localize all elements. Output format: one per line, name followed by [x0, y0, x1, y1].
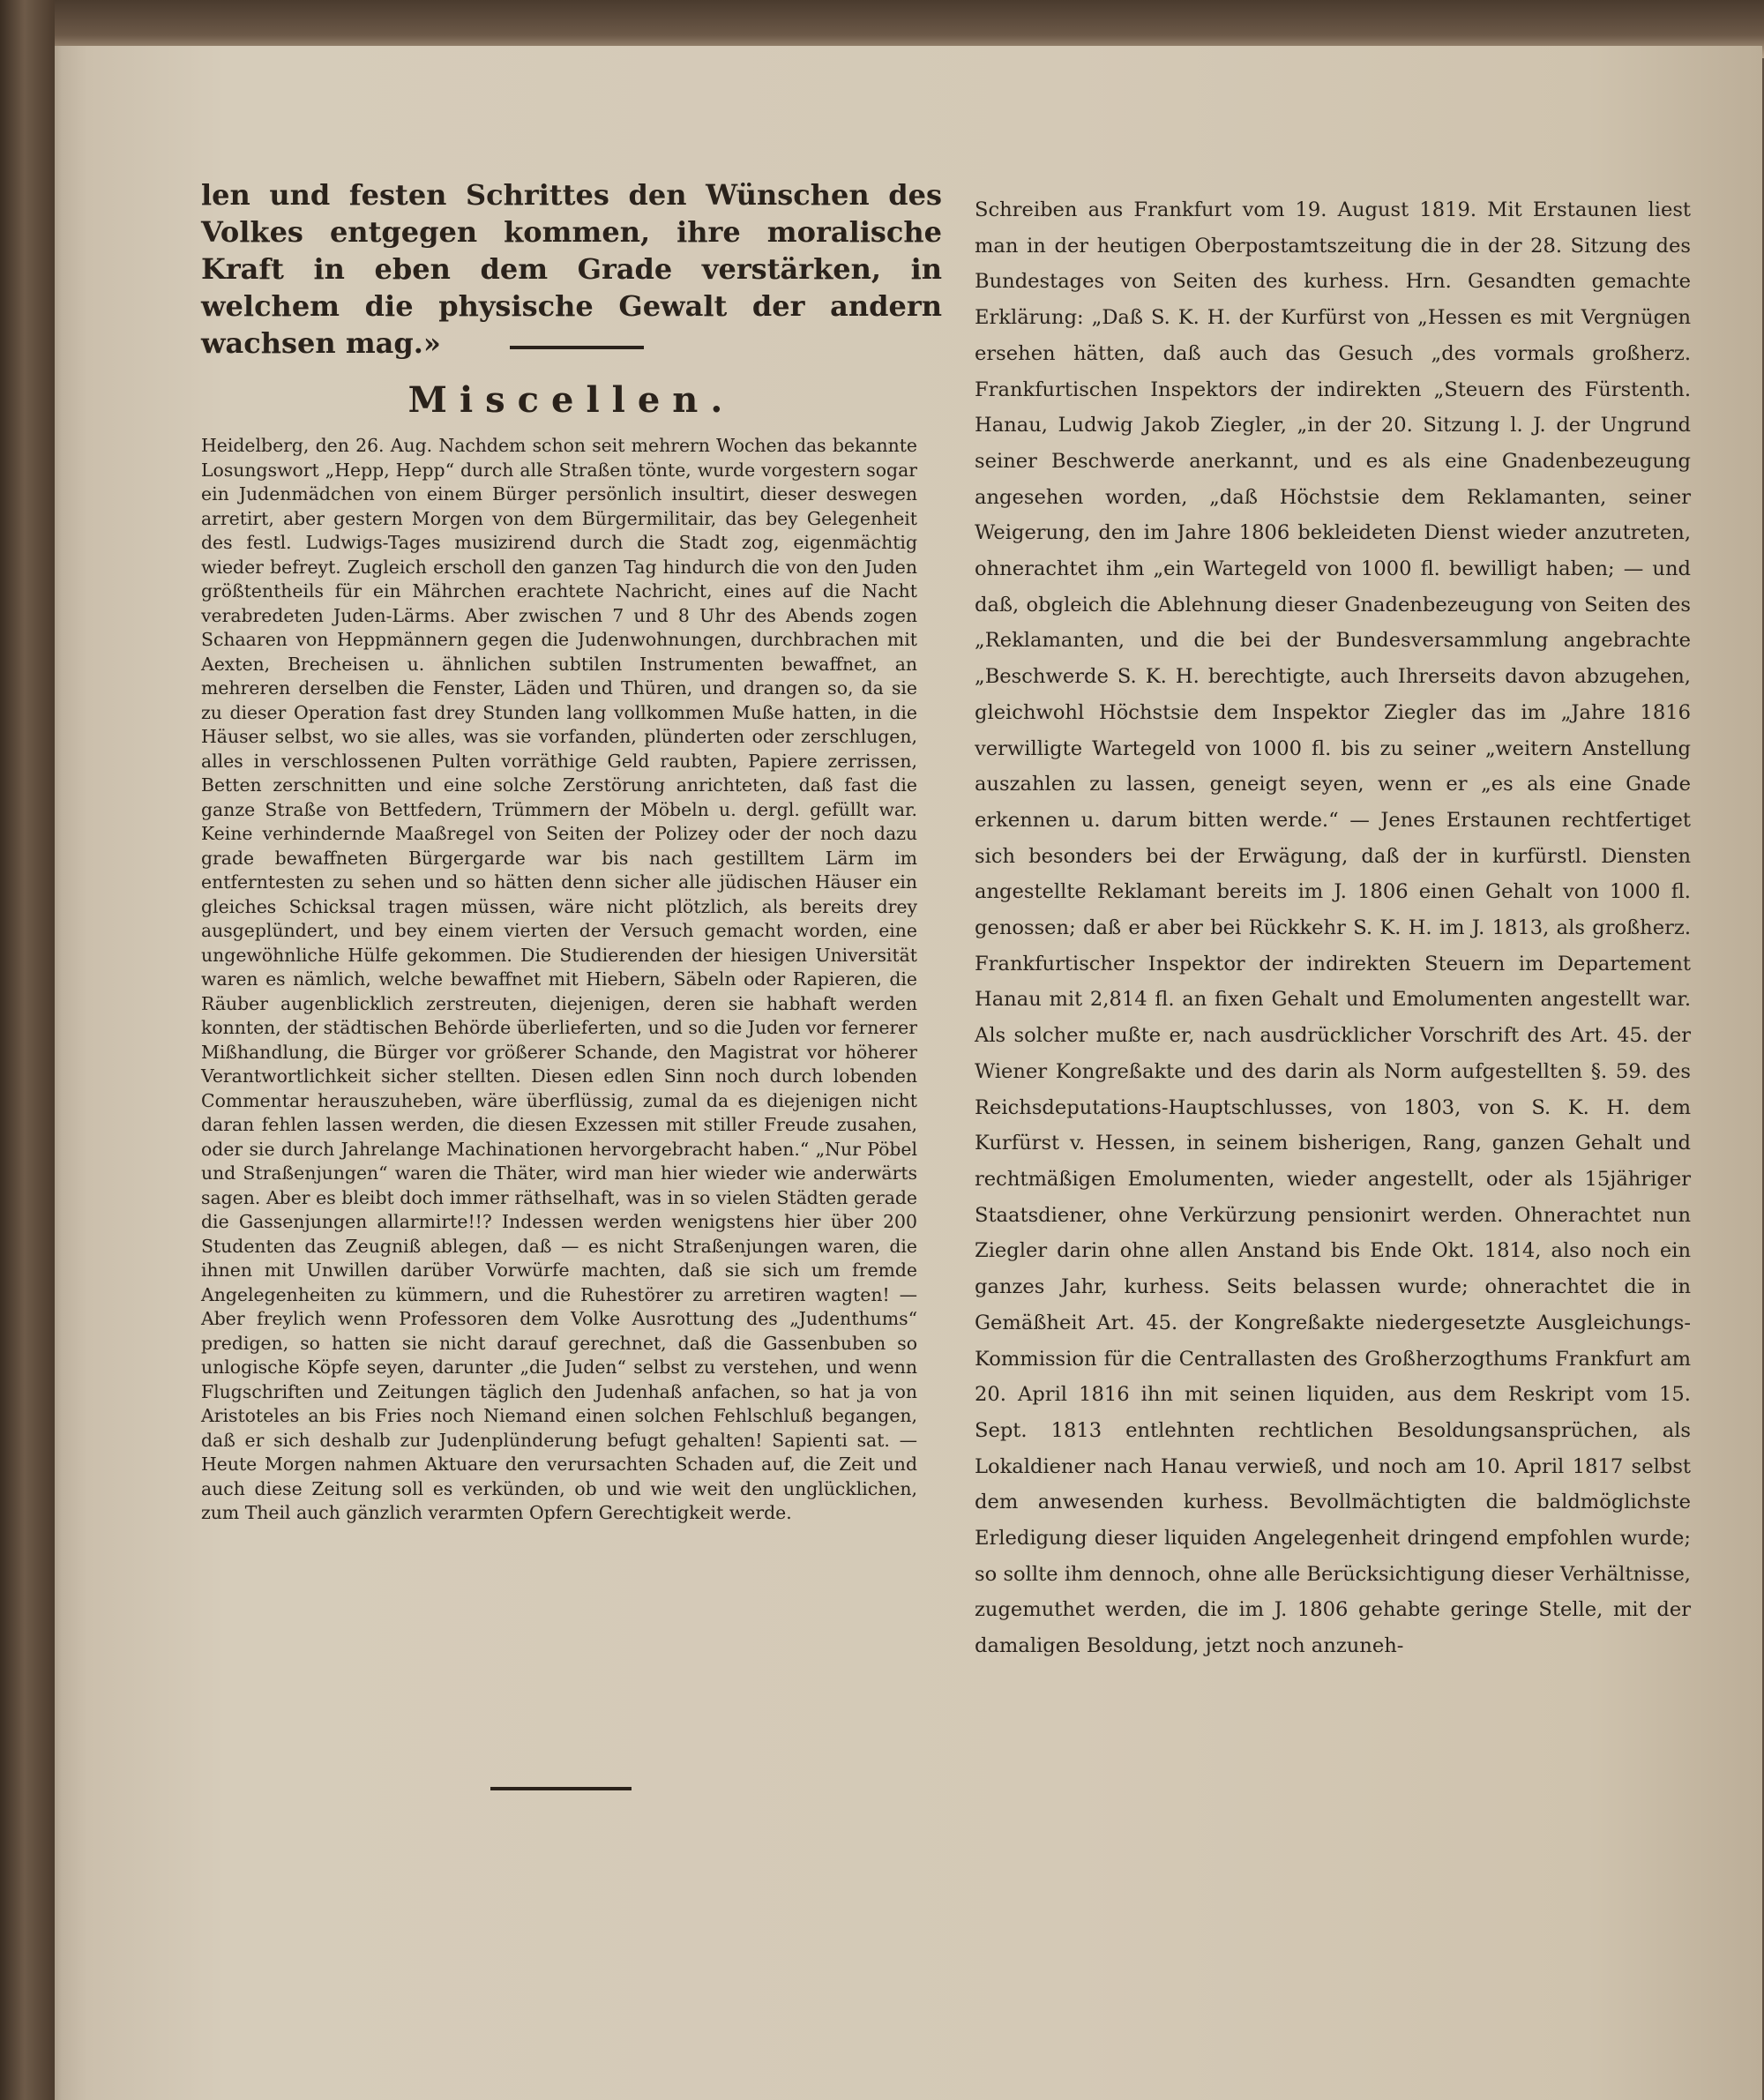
section-divider-rule	[510, 346, 644, 349]
bleed-through-show-through	[975, 123, 1742, 203]
frankfurt-article-text: Schreiben aus Frankfurt vom 19. August 1819. Mit Erstaunen liest man in der heutigen Oberpostamtszeitung die in der 28. Sitzung des Bundestages von Seiten des kurhess. Hrn. Gesandten gemachte Erklärung: „Daß S. K. H. der Kurfürst von „Hessen es mit Vergnügen ersehen hätten, daß auch das Gesuch „des vormals großherz. Frankfurtischen Inspektors der indirekten „Steuern des Fürstenth. Hanau, Ludwig Jakob Ziegler, „in der 20. Sitzung l. J. der Ungrund seiner Beschwerde anerkannt, und es als eine Gnadenbezeugung angesehen worden, „daß Höchstsie dem Reklamanten, seiner Weigerung, den im Jahre 1806 bekleideten Dienst wieder anzutreten, ohnerachtet ihm „ein Wartegeld von 1000 fl. bewilligt haben; — und daß, obgleich die Ablehnung dieser Gnadenbezeugung von Seiten des „Reklamanten, und die bei der Bundesversammlung angebrachte „Beschwerde S. K. H. berechtigte, auch Ihrerseits davon abzugehen, gleichwohl Höchstsie dem Inspektor Ziegler das im „Jahre 1816 verwilligte Wartegeld von 1000 fl. bis zu seiner „weitern Anstellung auszahlen zu lassen, geneigt seyen, wenn er „es als eine Gnade erkennen u. darum bitten werde.“ — Jenes Erstaunen rechtfertiget sich besonders bei der Erwägung, daß der in kurfürstl. Diensten angestellte Reklamant bereits im J. 1806 einen Gehalt von 1000 fl. genossen; daß er aber bei Rückkehr S. K. H. im J. 1813, als großherz. Frankfurtischer Inspektor der indirekten Steuern im Departement Hanau mit 2,814 fl. an fixen Gehalt und Emolumenten angestellt war. Als solcher mußte er, nach ausdrücklicher Vorschrift des Art. 45. der Wiener Kongreßakte und des darin als Norm aufgestellten §. 59. des Reichsdeputations-Hauptschlusses, von 1803, von S. K. H. dem Kurfürst v. Hessen, in seinem bisherigen, Rang, ganzen Gehalt und rechtmäßigen Emolumenten, wieder angestellt, oder als 15jähriger Staatsdiener, ohne Verkürzung pensionirt werden. Ohnerachtet nun Ziegler darin ohne allen Anstand bis Ende Okt. 1814, also noch ein ganzes Jahr, kurhess. Seits belassen wurde; ohnerachtet die in Gemäßheit Art. 45. der Kongreßakte niedergesetzte Ausgleichungs-Kommission für die Centrallasten des Großherzogthums Frankfurt am 20. April 1816 ihn mit seinen liquiden, aus dem Reskript vom 15. Sept. 1813 entlehnten rechtlichen Besoldungsansprüchen, als Lokaldiener nach Hanau verwieß, und noch am 10. April 1817 selbst dem anwesenden kurhess. Bevollmächtigten die baldmöglichste Erledigung dieser liquiden Angelegenheit dringend empfohlen wurde; so sollte ihm dennoch, ohne alle Berücksichtigung dieser Verhältnisse, zugemuthet werden, die im J. 1806 gehabte geringe Stelle, mit der damaligen Besoldung, jetzt noch anzuneh-	[975, 198, 1691, 1658]
left-column	[201, 176, 942, 362]
section-heading: Miscellen.	[407, 379, 736, 421]
end-of-article-rule	[490, 1787, 632, 1790]
closing-quote-paragraph: len und festen Schrittes den Wünschen des Volkes entgegen kommen, ihre moralische Kraft in eben dem Grade verstärken, in welchem die physische Gewalt der andern wachsen mag.»	[201, 178, 942, 360]
book-binding	[0, 0, 55, 2100]
right-column	[975, 192, 1691, 1664]
heidelberg-article-text: Heidelberg, den 26. Aug. Nachdem schon seit mehrern Wochen das bekannte Losungswort „Hepp, Hepp“ durch alle Straßen tönte, wurde vorgestern sogar ein Judenmädchen von einem Bürger persönlich insultirt, dieser deswegen arretirt, aber gestern Morgen von dem Bürgermilitair, das bey Gelegenheit des festl. Ludwigs-Tages musizirend durch die Stadt zog, eigenmächtig wieder befreyt. Zugleich erscholl den ganzen Tag hindurch die von den Juden größtentheils für ein Mährchen erachtete Nachricht, eines auf die Nacht verabredeten Juden-Lärms. Aber zwischen 7 und 8 Uhr des Abends zogen Schaaren von Heppmännern gegen die Judenwohnungen, durchbrachen mit Aexten, Brecheisen u. ähnlichen subtilen Instrumenten bewaffnet, an mehreren derselben die Fenster, Läden und Thüren, und drangen so, da sie zu dieser Operation fast drey Stunden lang vollkommen Muße hatten, in die Häuser selbst, wo sie alles, was sie vorfanden, plünderten oder zerschlugen, alles in verschlossenen Pulten vorräthige Geld raubten, Papiere zerrissen, Betten zerschnitten und eine solche Zerstörung anrichteten, daß fast die ganze Straße von Bettfedern, Trümmern der Möbeln u. dergl. gefüllt war. Keine verhindernde Maaßregel von Seiten der Polizey oder der noch dazu grade bewaffneten Bürgergarde war bis nach gestilltem Lärm im entferntesten zu sehen und so hätten denn sicher alle jüdischen Häuser ein gleiches Schicksal tragen müssen, wäre nicht plötzlich, als bereits drey ausgeplündert, und bey einem vierten der Versuch gemacht worden, eine ungewöhnliche Hülfe gekommen. Die Studierenden der hiesigen Universität waren es nämlich, welche bewaffnet mit Hiebern, Säbeln oder Rapieren, die Räuber augenblicklich zerstreuten, diejenigen, deren sie habhaft werden konnten, der städtischen Behörde überlieferten, und so die Juden vor fernerer Mißhandlung, die Bürger vor größerer Schande, den Magistrat vor höherer Verantwortlichkeit sicher stellten. Diesen edlen Sinn noch durch lobenden Commentar herauszuheben, wäre überflüssig, zumal da es diejenigen nicht daran fehlen lassen werden, die diesen Exzessen mit stiller Freude zusahen, oder sie durch Jahrelange Machinationen hervorgebracht haben.“ „Nur Pöbel und Straßenjungen“ waren die Thäter, wird man hier wieder wie anderwärts sagen. Aber es bleibt doch immer räthselhaft, was in so vielen Städten gerade die Gassenjungen allarmirte!!? Indessen werden wenigstens hier über 200 Studenten das Zeugniß ablegen, daß — es nicht Straßenjungen waren, die ihnen mit Unwillen darüber Vorwürfe machten, daß sie sich um fremde Angelegenheiten zu kümmern, und die Ruhestörer zu arretiren wagten! — Aber freylich wenn Professoren dem Volke Ausrottung des „Judenthums“ predigen, so hatten sie nicht darauf gerechnet, daß die Gassenbuben so unlogische Köpfe seyen, darunter „die Juden“ selbst zu verstehen, und wenn Flugschriften und Zeitungen täglich den Judenhaß anfachen, so hat ja von Aristoteles an bis Fries noch Niemand einen solchen Fehlschluß begangen, daß er sich deshalb zur Judenplünderung befugt gehalten! Sapienti sat. — Heute Morgen nahmen Aktuare den verursachten Schaden auf, die Zeit und auch diese Zeitung soll es verkünden, ob und wie weit den unglücklichen, zum Theil auch gänzlich verarmten Opfern Gerechtigkeit werde.	[201, 435, 917, 1523]
